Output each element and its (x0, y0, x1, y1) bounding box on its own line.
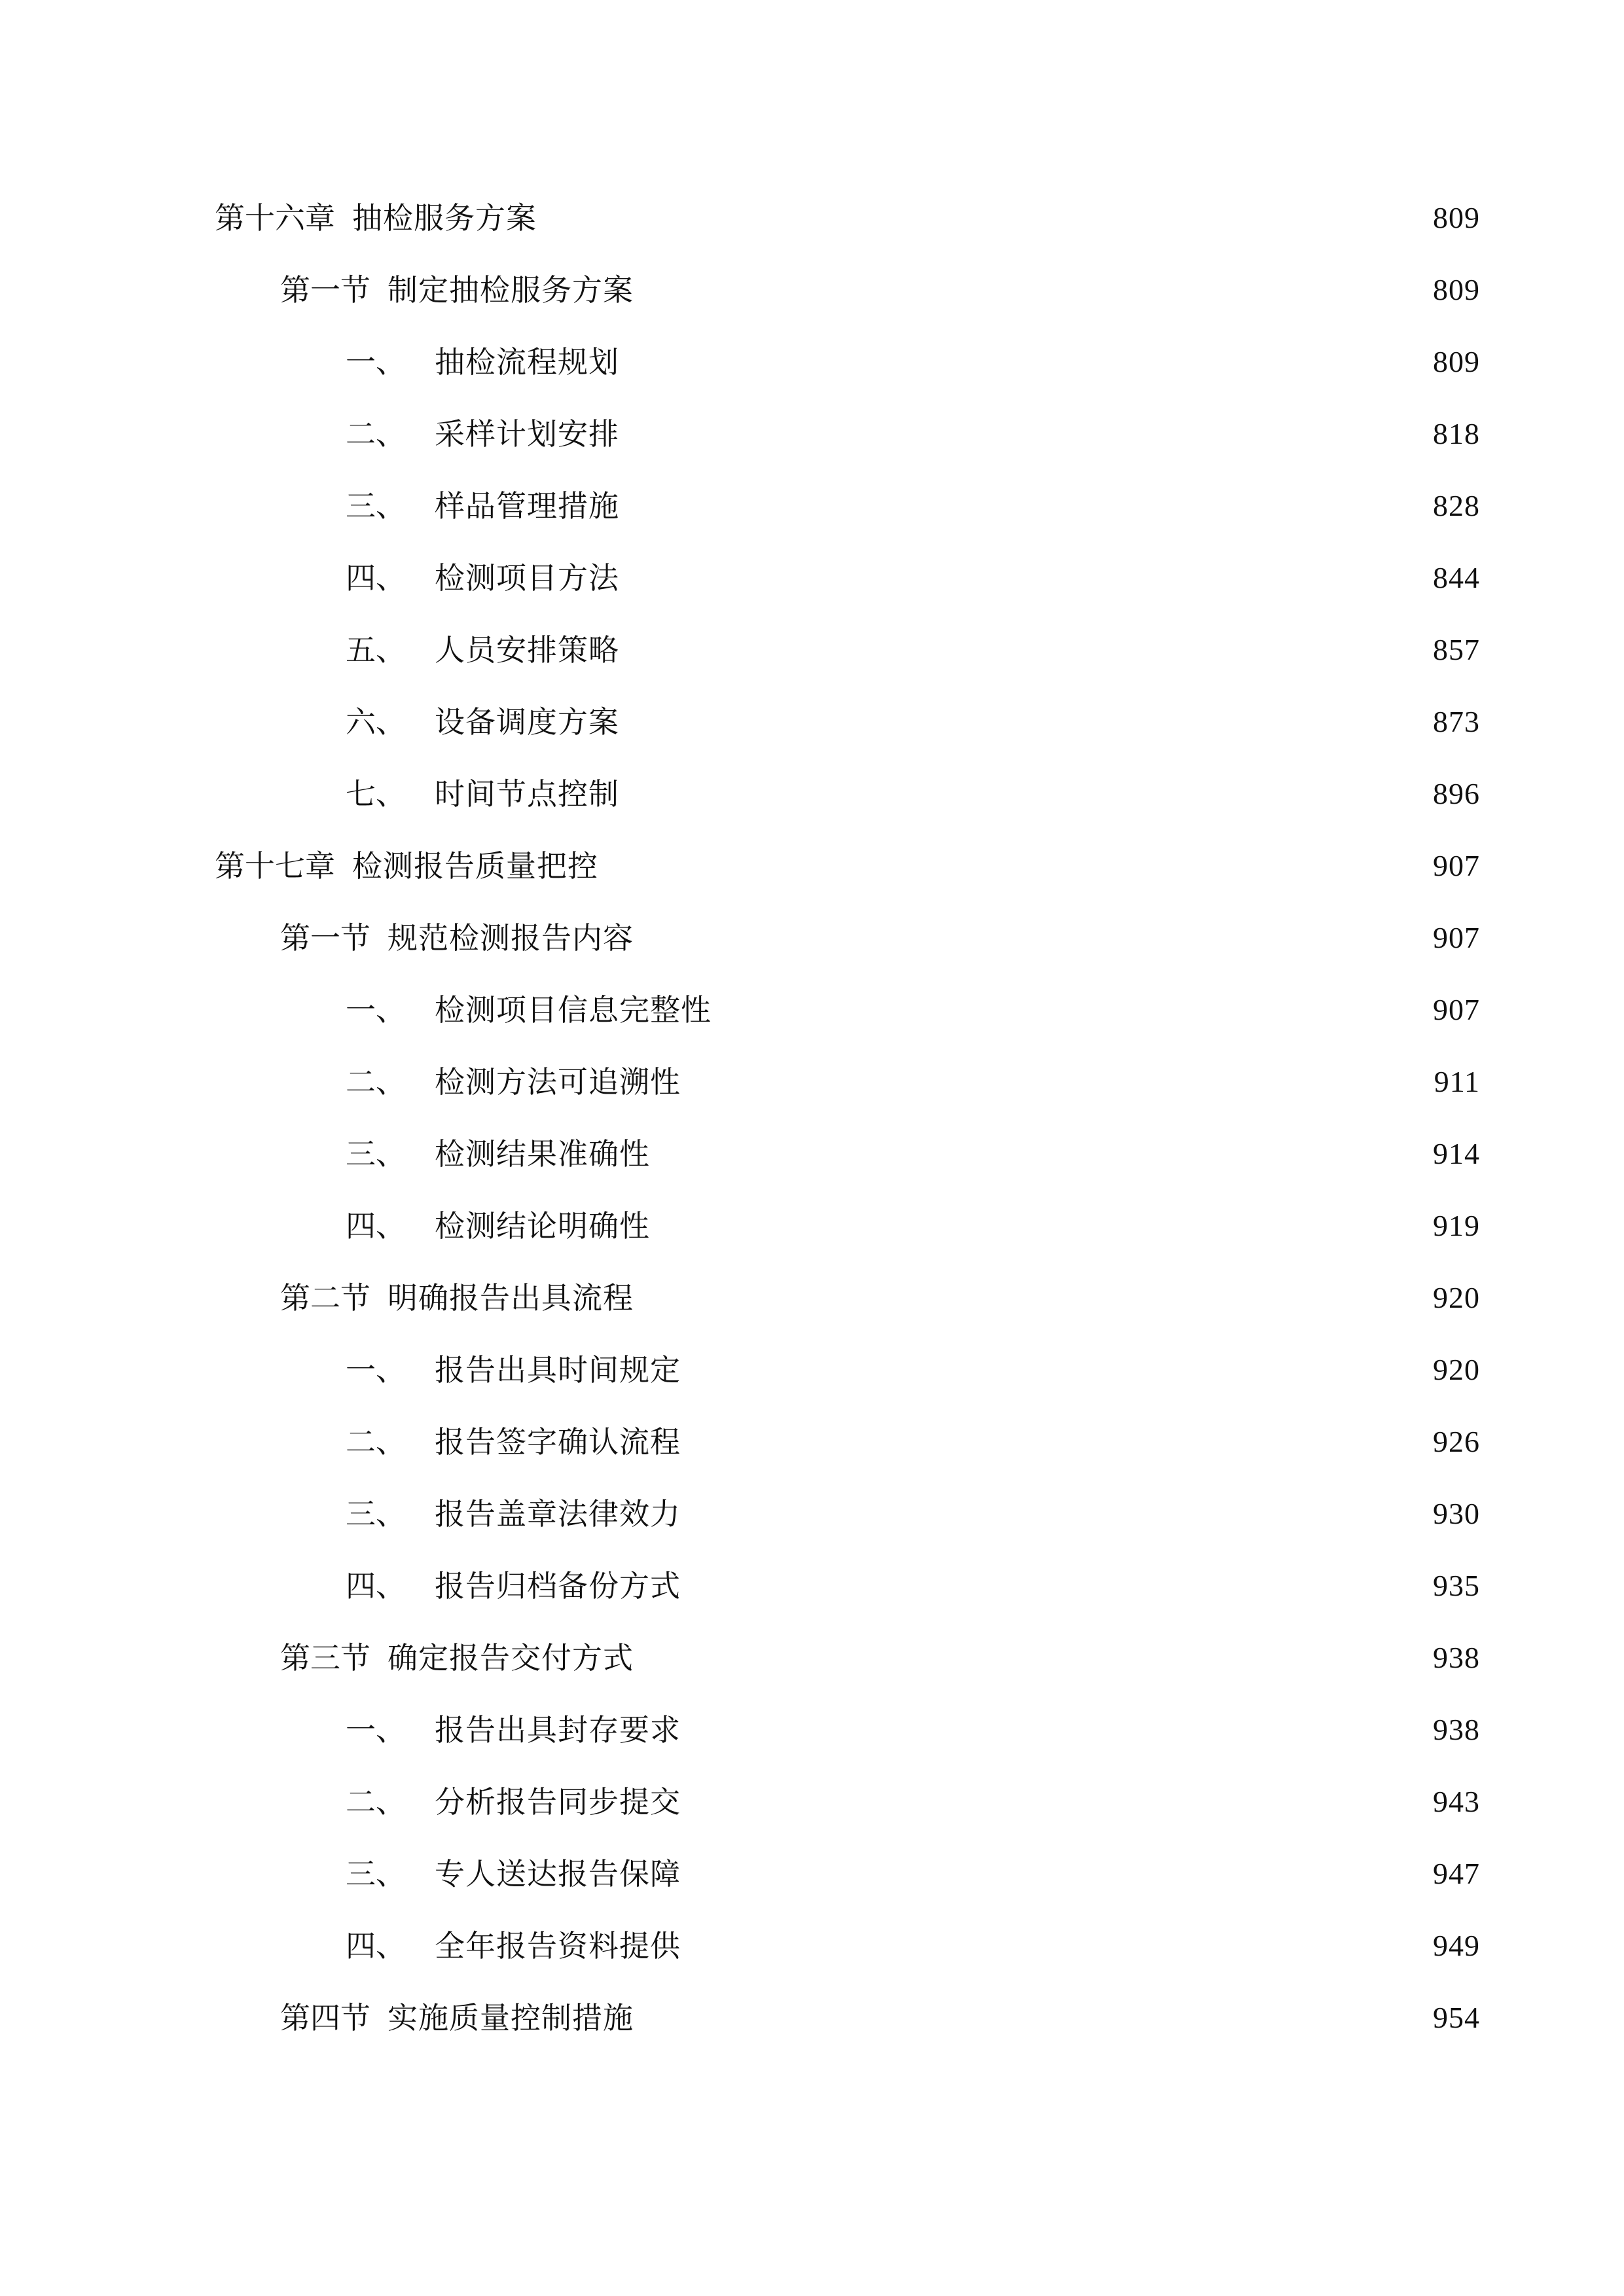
toc-entry-title: 人员安排策略 (435, 632, 619, 668)
toc-page-number: 844 (1433, 561, 1480, 594)
toc-label (346, 1704, 681, 1756)
toc-entry-title: 检测报告质量把控 (352, 848, 598, 884)
toc-entry-number: 第一节 (280, 272, 370, 308)
toc-label (346, 1920, 681, 1972)
dot-leader (645, 264, 1424, 316)
dot-leader (631, 552, 1424, 604)
toc-entry[interactable] (215, 192, 1480, 244)
toc-page-number: 907 (1433, 993, 1480, 1026)
toc-page-number: 907 (1433, 921, 1480, 954)
toc-entry-title: 检测项目信息完整性 (435, 992, 712, 1028)
dot-leader (549, 192, 1424, 244)
toc-entry[interactable] (346, 696, 1480, 748)
toc-entry[interactable] (346, 1920, 1480, 1972)
toc-page-number: 954 (1433, 2001, 1480, 2034)
toc-entry-title: 检测方法可追溯性 (435, 1064, 681, 1100)
toc-entry-title: 检测结果准确性 (435, 1136, 650, 1172)
toc-label (346, 1128, 650, 1180)
toc-entry-title: 抽检服务方案 (352, 200, 537, 236)
toc-entry[interactable] (346, 1848, 1480, 1900)
toc-entry-number: 四、 (346, 1208, 406, 1244)
toc-entry-title: 分析报告同步提交 (435, 1784, 681, 1820)
dot-leader (645, 912, 1424, 964)
toc-page-number: 947 (1433, 1857, 1480, 1890)
toc-label (280, 912, 634, 964)
toc-entry-number: 第十七章 (215, 848, 335, 884)
dot-leader (723, 984, 1424, 1036)
toc-label (346, 408, 619, 460)
dot-leader (662, 1128, 1424, 1180)
toc-entry-number: 一、 (346, 1352, 406, 1388)
toc-entry[interactable] (346, 1200, 1480, 1252)
toc-label (215, 840, 598, 892)
toc-label (346, 768, 619, 820)
toc-entry-title: 确定报告交付方式 (388, 1640, 634, 1676)
toc-entry-title: 实施质量控制措施 (388, 2000, 634, 2036)
toc-label (280, 1992, 634, 2044)
toc-entry-number: 二、 (346, 1064, 406, 1100)
toc-label (215, 192, 537, 244)
toc-entry-number: 第十六章 (215, 200, 335, 236)
toc-entry-number: 第二节 (280, 1280, 370, 1316)
toc-label (346, 1416, 681, 1468)
toc-label (346, 336, 619, 388)
toc-entry-title: 报告出具封存要求 (435, 1712, 681, 1748)
toc-page-number: 828 (1433, 489, 1480, 522)
toc-page-number: 809 (1433, 201, 1480, 234)
toc-entry-number: 二、 (346, 1784, 406, 1820)
toc-entry-title: 报告签字确认流程 (435, 1424, 681, 1460)
toc-label (346, 1056, 681, 1108)
toc-entry[interactable] (346, 1344, 1480, 1396)
dot-leader (645, 1632, 1424, 1684)
dot-leader (693, 1848, 1424, 1900)
toc-label (280, 1632, 634, 1684)
toc-entry-number: 三、 (346, 1136, 406, 1172)
toc-entry-number: 二、 (346, 1424, 406, 1460)
dot-leader (631, 408, 1424, 460)
toc-entry-title: 明确报告出具流程 (388, 1280, 634, 1316)
toc-entry[interactable] (346, 1704, 1480, 1756)
toc-page-number: 949 (1433, 1929, 1480, 1962)
toc-page-number: 930 (1433, 1497, 1480, 1530)
toc-entry-title: 检测结论明确性 (435, 1208, 650, 1244)
dot-leader (662, 1200, 1424, 1252)
dot-leader (693, 1344, 1424, 1396)
toc-entry-title: 规范检测报告内容 (388, 920, 634, 956)
toc-label (346, 1560, 681, 1612)
toc-entry-number: 一、 (346, 1712, 406, 1748)
toc-entry[interactable] (280, 264, 1480, 316)
toc-entry[interactable] (346, 1416, 1480, 1468)
toc-entry[interactable] (215, 840, 1480, 892)
dot-leader (693, 1704, 1424, 1756)
toc-page-number: 935 (1433, 1569, 1480, 1602)
toc-entry-title: 专人送达报告保障 (435, 1856, 681, 1892)
toc-page-number: 938 (1433, 1641, 1480, 1674)
toc-entry[interactable] (346, 1776, 1480, 1828)
dot-leader (631, 336, 1424, 388)
toc-entry-title: 样品管理措施 (435, 488, 619, 524)
toc-entry-number: 三、 (346, 1856, 406, 1892)
toc-entry-title: 设备调度方案 (435, 704, 619, 740)
toc-page-number: 919 (1433, 1209, 1480, 1242)
toc-entry-number: 第三节 (280, 1640, 370, 1676)
dot-leader (693, 1416, 1424, 1468)
toc-label (346, 1488, 681, 1540)
toc-label (346, 624, 619, 676)
toc-page-number: 914 (1433, 1137, 1480, 1170)
toc-entry-title: 报告出具时间规定 (435, 1352, 681, 1388)
dot-leader (631, 696, 1424, 748)
toc-entry[interactable] (346, 1056, 1480, 1108)
toc-page-number: 943 (1433, 1785, 1480, 1818)
toc-entry-title: 制定抽检服务方案 (388, 272, 634, 308)
toc-entry-title: 时间节点控制 (435, 776, 619, 812)
toc-entry[interactable] (280, 912, 1480, 964)
toc-page-number: 873 (1433, 705, 1480, 738)
toc-entry[interactable] (346, 1488, 1480, 1540)
toc-label (346, 552, 619, 604)
toc-entry-number: 三、 (346, 1496, 406, 1532)
toc-entry-number: 四、 (346, 560, 406, 596)
toc-page-number: 809 (1433, 345, 1480, 378)
toc-entry-number: 四、 (346, 1928, 406, 1964)
toc-entry-title: 报告归档备份方式 (435, 1568, 681, 1604)
toc-label (280, 1272, 634, 1324)
toc-entry-title: 检测项目方法 (435, 560, 619, 596)
toc-page-number: 911 (1434, 1065, 1480, 1098)
dot-leader (693, 1560, 1424, 1612)
dot-leader (631, 480, 1424, 532)
toc-entry[interactable] (346, 984, 1480, 1036)
toc-page-number: 896 (1433, 777, 1480, 810)
toc-entry-title: 全年报告资料提供 (435, 1928, 681, 1964)
dot-leader (631, 768, 1424, 820)
toc-page-number: 809 (1433, 273, 1480, 306)
dot-leader (631, 624, 1424, 676)
dot-leader (693, 1920, 1424, 1972)
toc-entry[interactable] (346, 1128, 1480, 1180)
toc-entry-number: 二、 (346, 416, 406, 452)
dot-leader (693, 1776, 1424, 1828)
toc-entry-number: 三、 (346, 488, 406, 524)
toc-page-number: 818 (1433, 417, 1480, 450)
toc-entry-number: 六、 (346, 704, 406, 740)
toc-page-number: 907 (1433, 849, 1480, 882)
toc-label (346, 984, 712, 1036)
toc-entry[interactable] (280, 1992, 1480, 2044)
dot-leader (645, 1272, 1424, 1324)
toc-page-number: 926 (1433, 1425, 1480, 1458)
toc-entry-number: 第一节 (280, 920, 370, 956)
toc-label (346, 696, 619, 748)
dot-leader (693, 1056, 1425, 1108)
toc-label (346, 1848, 681, 1900)
toc-entry-number: 第四节 (280, 2000, 370, 2036)
dot-leader (693, 1488, 1424, 1540)
toc-entry[interactable] (346, 408, 1480, 460)
toc-entry-number: 五、 (346, 632, 406, 668)
toc-entry-title: 抽检流程规划 (435, 344, 619, 380)
toc-entry-number: 一、 (346, 992, 406, 1028)
dot-leader (645, 1992, 1424, 2044)
toc-entry-number: 四、 (346, 1568, 406, 1604)
toc-entry[interactable] (346, 1560, 1480, 1612)
dot-leader (610, 840, 1424, 892)
toc-label (346, 1344, 681, 1396)
toc-page-number: 938 (1433, 1713, 1480, 1746)
toc-entry[interactable] (346, 552, 1480, 604)
toc-entry-title: 报告盖章法律效力 (435, 1496, 681, 1532)
toc-page-number: 920 (1433, 1281, 1480, 1314)
toc-entry[interactable] (280, 1632, 1480, 1684)
toc-label (346, 1200, 650, 1252)
toc-entry[interactable] (346, 768, 1480, 820)
toc-entry-title: 采样计划安排 (435, 416, 619, 452)
toc-entry[interactable] (346, 336, 1480, 388)
toc-label (346, 480, 619, 532)
toc-entry[interactable] (346, 624, 1480, 676)
toc-entry-number: 七、 (346, 776, 406, 812)
toc-page-number: 857 (1433, 633, 1480, 666)
toc-entry[interactable] (280, 1272, 1480, 1324)
toc-label (346, 1776, 681, 1828)
toc-page-number: 920 (1433, 1353, 1480, 1386)
toc-label (280, 264, 634, 316)
toc-entry-number: 一、 (346, 344, 406, 380)
toc-entry[interactable] (346, 480, 1480, 532)
